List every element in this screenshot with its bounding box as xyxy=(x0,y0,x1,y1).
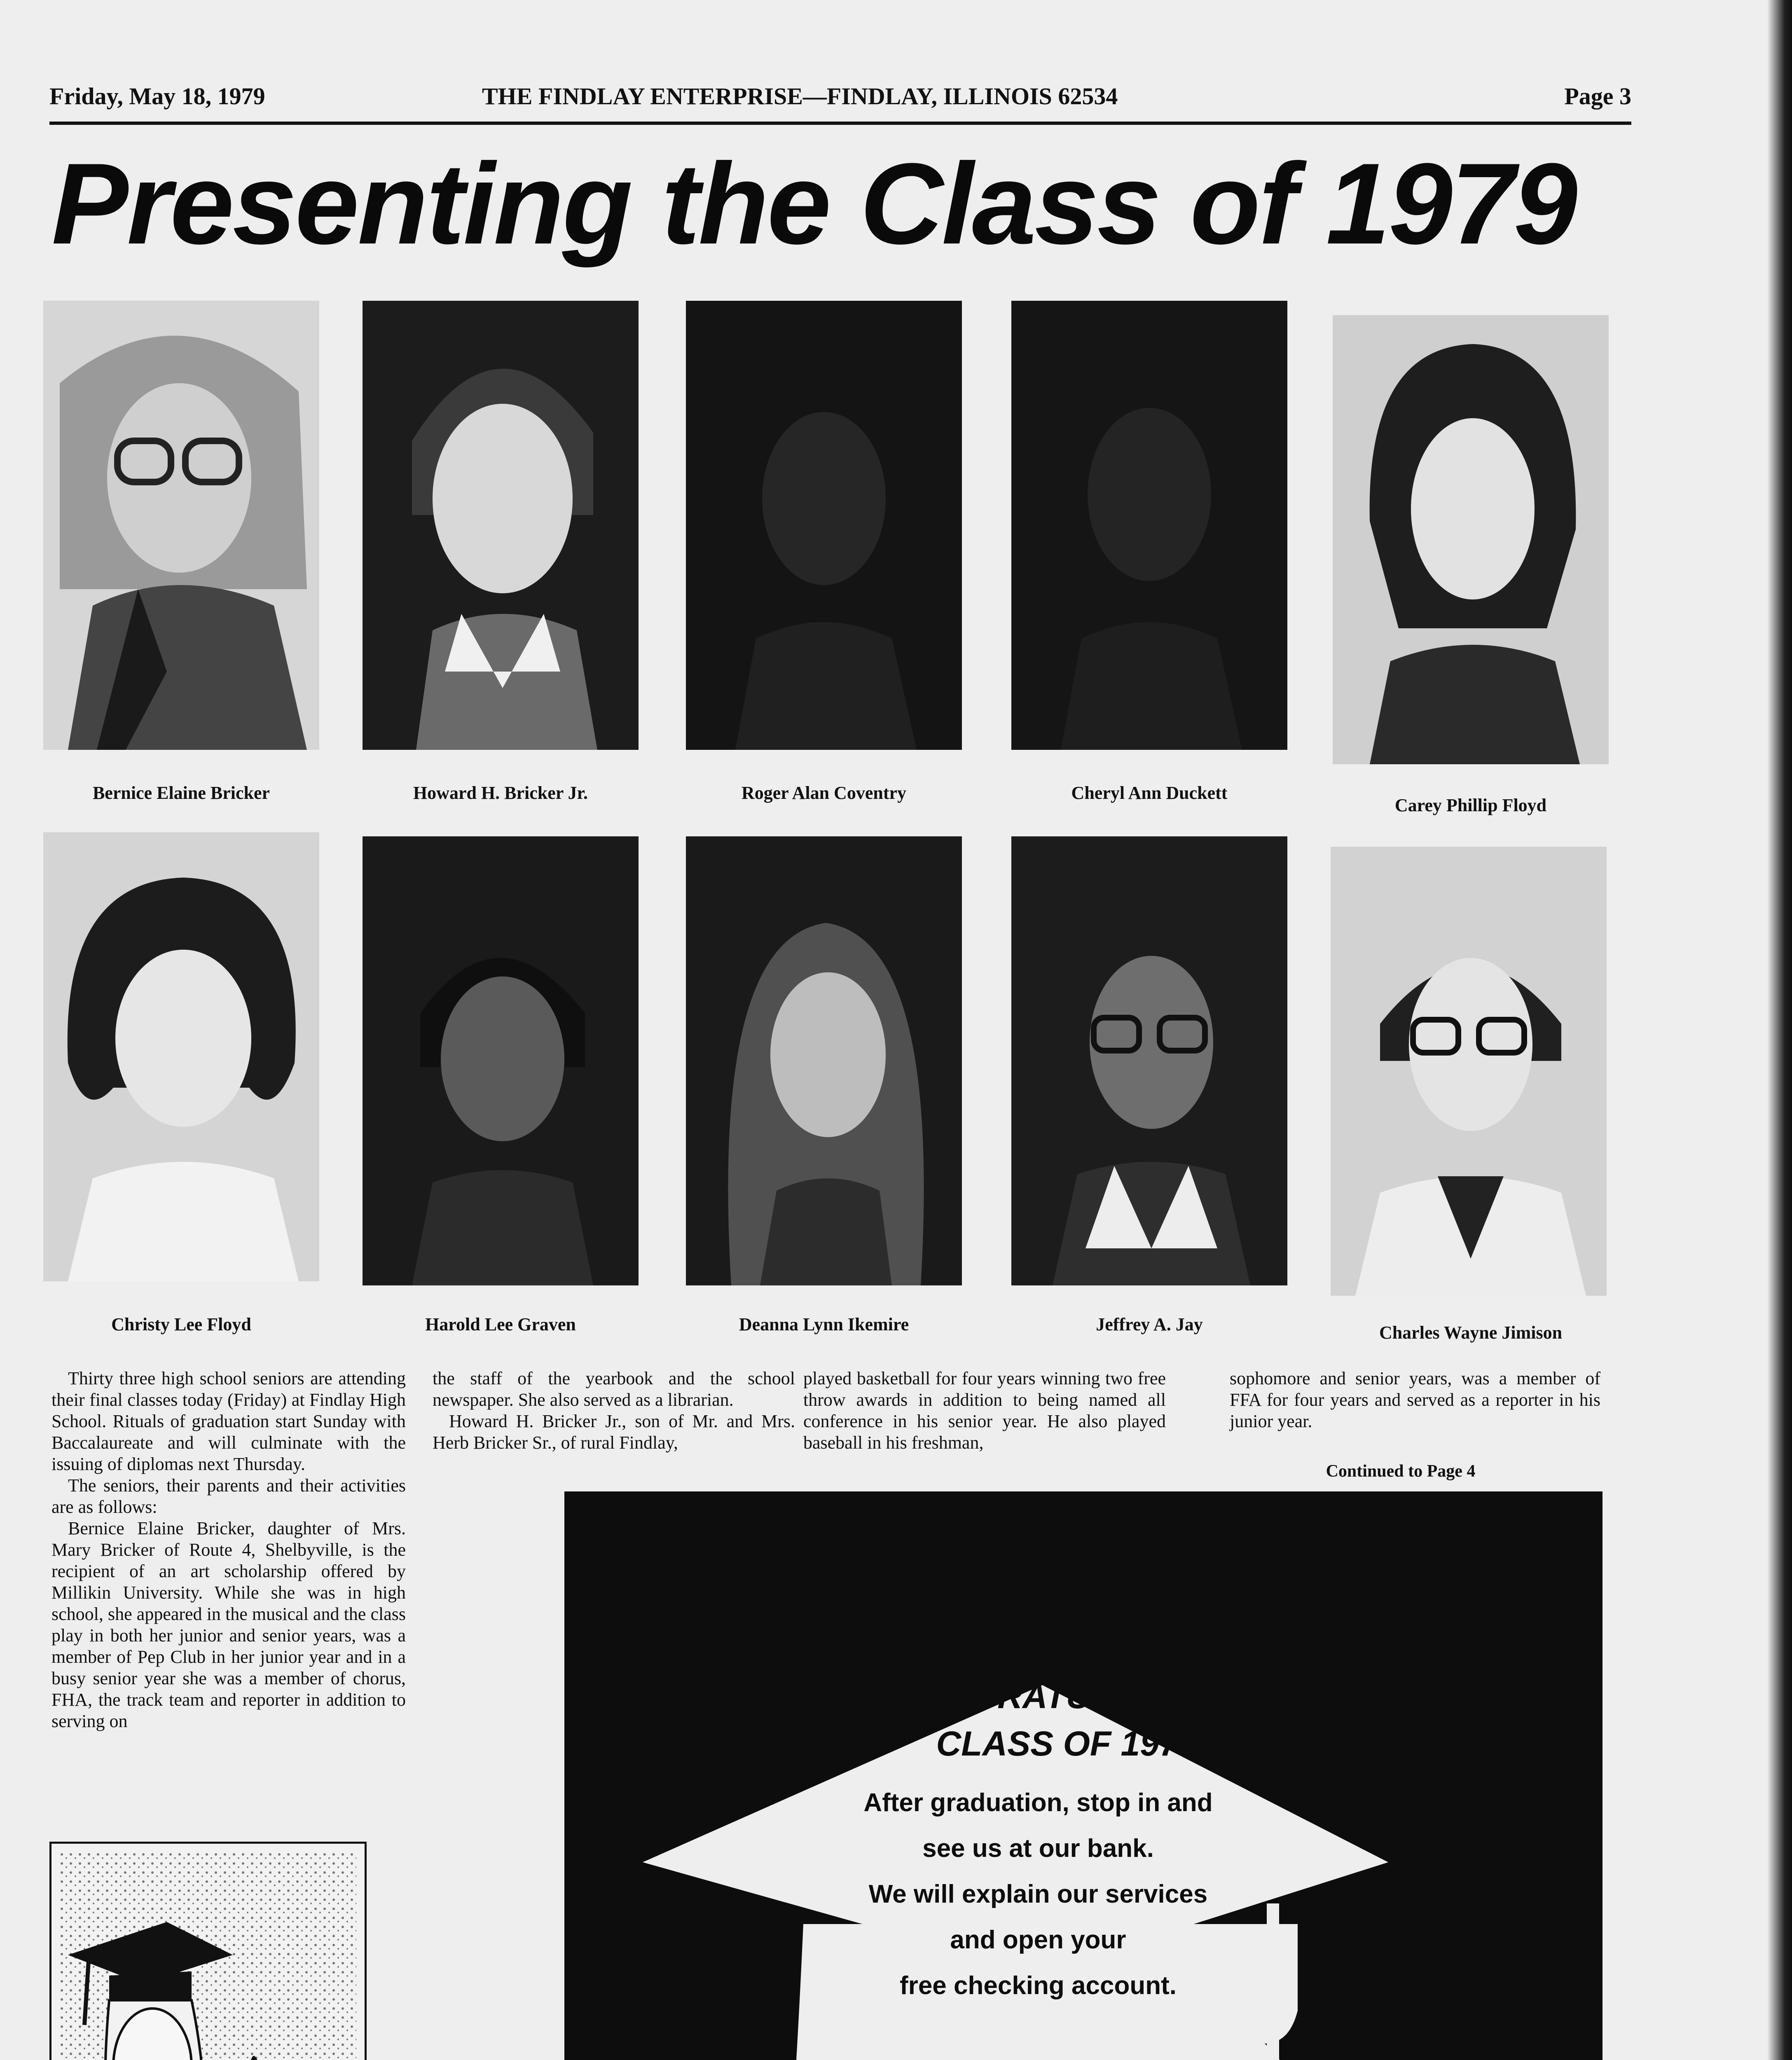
portrait-man-glasses-beard xyxy=(1331,847,1607,1296)
senior-photo-1 xyxy=(43,301,319,750)
ad-line: We will explain our services xyxy=(868,1880,1208,1908)
bank-paragraph-1 xyxy=(770,1780,1306,2008)
article-paragraph: Bernice Elaine Bricker, daughter of Mrs. Mary Bricker of Route 4, Shelbyville, is the recipient of an art scholarship offered by Millikin University. While she was in high school, she appeared in the musical and the class play in both her junior and senior years, was a member of Pep Club in her junior year and in a busy senior year she was a member of chorus, FHA, the track team and reporter in addition to serving on xyxy=(51,1518,406,1731)
page-number: Page 3 xyxy=(1564,83,1631,110)
class-line: CLASS OF 1979 xyxy=(936,1724,1198,1763)
senior-photo-8 xyxy=(686,836,962,1285)
senior-caption-9: Jeffrey A. Jay xyxy=(1096,1314,1203,1334)
bank-paragraph-2 xyxy=(770,2056,1306,2060)
portrait-woman-long-hair xyxy=(686,836,962,1285)
article-paragraph: Howard H. Bricker Jr., son of Mr. and Mrs. Herb Bricker Sr., of rural Findlay, xyxy=(433,1411,795,1453)
senior-caption-1: Bernice Elaine Bricker xyxy=(92,783,270,803)
paper-name: THE FINDLAY ENTERPRISE—FINDLAY, ILLINOIS 62534 xyxy=(482,83,1118,110)
senior-caption-8: Deanna Lynn Ikemire xyxy=(739,1314,909,1334)
continued-note: Continued to Page 4 xyxy=(1326,1462,1476,1481)
bank-of-findlay-ad xyxy=(564,1491,1603,2060)
article-column-2 xyxy=(433,1368,795,1504)
senior-photo-7 xyxy=(363,836,639,1285)
bank-congrats xyxy=(820,1673,1314,1767)
article-column-3 xyxy=(803,1368,1166,1504)
page-headline: Presenting the Class of 1979 xyxy=(51,140,1576,268)
article-column-4 xyxy=(1230,1368,1600,1458)
portrait-woman-glasses xyxy=(43,301,319,750)
ad-line: see us at our bank. xyxy=(922,1834,1154,1863)
senior-caption-4: Cheryl Ann Duckett xyxy=(1071,783,1228,803)
senior-photo-3 xyxy=(686,301,962,750)
senior-caption-2: Howard H. Bricker Jr. xyxy=(413,783,588,803)
congrats-line: CONGRATULATIONS xyxy=(894,1677,1240,1716)
senior-photo-10 xyxy=(1331,847,1607,1296)
issue-date: Friday, May 18, 1979 xyxy=(49,83,265,110)
article-paragraph: Thirty three high school seniors are attending their final classes today (Friday) at Findlay High School. Rituals of graduation start Sunday with Baccalaureate and will culminate with the issuing of diplomas next Thursday. xyxy=(51,1368,406,1474)
page-edge-shadow xyxy=(1767,0,1792,2060)
senior-caption-5: Carey Phillip Floyd xyxy=(1394,795,1547,815)
portrait-dark xyxy=(1011,301,1287,750)
frannies-beauty-shop-ad xyxy=(49,1842,367,2060)
senior-photo-4 xyxy=(1011,301,1287,750)
ad-line: and open your xyxy=(950,1926,1126,1954)
portrait-young-man-dark xyxy=(363,836,639,1285)
senior-caption-3: Roger Alan Coventry xyxy=(741,783,907,803)
portrait-dark xyxy=(686,301,962,750)
senior-photo-2 xyxy=(363,301,639,750)
masthead xyxy=(49,78,1631,124)
article-paragraph: sophomore and senior years, was a member of FFA for four years and served as a reporter in his junior year. xyxy=(1230,1368,1600,1431)
portrait-man-glasses xyxy=(1011,836,1287,1285)
article-paragraph: played basketball for four years winning two free throw awards in addition to being named all conference in his senior year. He also played baseball in his freshman, xyxy=(803,1368,1166,1453)
article-column-1 xyxy=(51,1368,406,1805)
masthead-rule xyxy=(49,122,1631,125)
senior-photo-5 xyxy=(1333,315,1609,764)
ad-line: free checking account. xyxy=(900,1971,1177,2000)
senior-caption-6: Christy Lee Floyd xyxy=(111,1314,251,1334)
portrait-young-man xyxy=(363,301,639,750)
article-paragraph: the staff of the yearbook and the school newspaper. She also served as a librarian. xyxy=(433,1368,795,1410)
senior-caption-10: Charles Wayne Jimison xyxy=(1379,1323,1563,1343)
portrait-woman-curly-hair xyxy=(43,832,319,1281)
graduate-girl-illustration xyxy=(60,1852,356,2060)
ad-line xyxy=(770,2056,1306,2060)
article-paragraph: The seniors, their parents and their activities are as follows: xyxy=(51,1475,406,1517)
senior-caption-7: Harold Lee Graven xyxy=(425,1314,576,1334)
portrait-man-long-hair xyxy=(1333,315,1609,764)
ad-line: After graduation, stop in and xyxy=(863,1788,1213,1817)
senior-photo-9 xyxy=(1011,836,1287,1285)
senior-photo-6 xyxy=(43,832,319,1281)
